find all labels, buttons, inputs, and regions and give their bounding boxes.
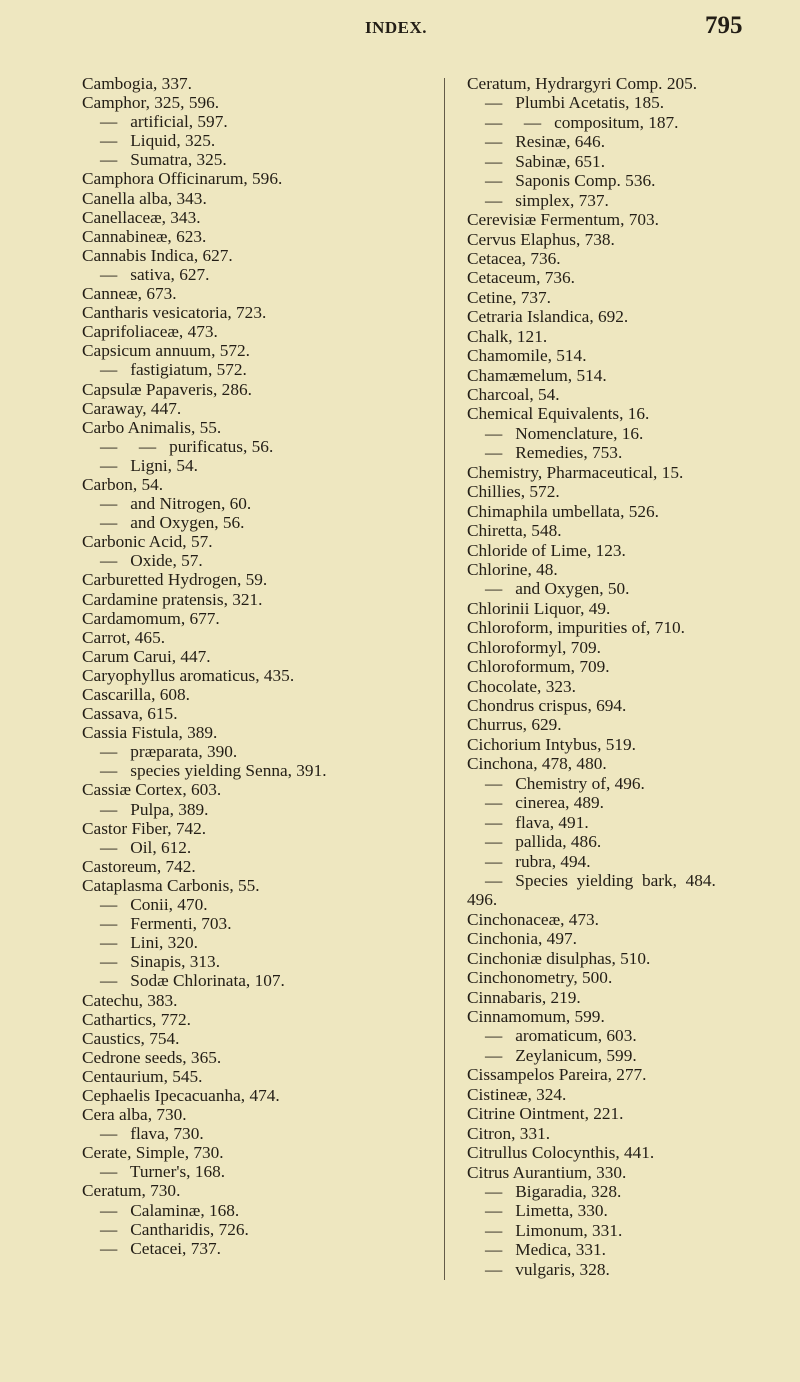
index-subentry: — Nomenclature, 16. bbox=[485, 423, 644, 443]
index-entry: Chloroform, impurities of, 710. bbox=[467, 618, 685, 638]
index-entry: Canneæ, 673. bbox=[82, 284, 177, 304]
index-entry: Chlorinii Liquor, 49. bbox=[467, 598, 611, 618]
index-entry: Caryophyllus aromaticus, 435. bbox=[82, 665, 295, 685]
index-entry: Cinchonaceæ, 473. bbox=[467, 909, 599, 929]
index-subentry: — Sodæ Chlorinata, 107. bbox=[100, 971, 285, 991]
index-entry: Cassiæ Cortex, 603. bbox=[82, 780, 222, 800]
index-subentry: — Remedies, 753. bbox=[485, 443, 623, 463]
index-entry: Chiretta, 548. bbox=[467, 521, 562, 541]
index-subentry: — Cetacei, 737. bbox=[100, 1238, 221, 1258]
index-subentry: — Turner's, 168. bbox=[100, 1162, 226, 1182]
index-entry: Cinchoniæ disulphas, 510. bbox=[467, 948, 651, 968]
index-subentry: — flava, 730. bbox=[100, 1124, 204, 1144]
index-entry: Carrot, 465. bbox=[82, 627, 166, 647]
index-entry: Cetaceum, 736. bbox=[467, 268, 575, 288]
index-subentry: — and Oxygen, 56. bbox=[100, 513, 245, 533]
index-entry: Carburetted Hydrogen, 59. bbox=[82, 570, 268, 590]
index-entry: Camphor, 325, 596. bbox=[82, 93, 220, 113]
index-entry: Cichorium Intybus, 519. bbox=[467, 734, 636, 754]
index-subentry: — præparata, 390. bbox=[100, 742, 238, 762]
index-entry: Cinchona, 478, 480. bbox=[467, 754, 607, 774]
index-entry: Cannabis Indica, 627. bbox=[82, 245, 233, 265]
index-entry: Ceratum, Hydrargyri Comp. 205. bbox=[467, 74, 698, 93]
index-entry: Canella alba, 343. bbox=[82, 188, 207, 208]
index-subentry: — Conii, 470. bbox=[100, 895, 208, 915]
index-entry: Cerevisiæ Fermentum, 703. bbox=[467, 210, 659, 230]
index-entry: Cinchonometry, 500. bbox=[467, 968, 613, 988]
index-subentry: — Limonum, 331. bbox=[485, 1220, 623, 1240]
index-entry: Cambogia, 337. bbox=[82, 74, 192, 93]
index-subentry: — fastigiatum, 572. bbox=[100, 360, 247, 380]
column-divider bbox=[444, 78, 445, 1280]
index-entry: Chalk, 121. bbox=[467, 326, 548, 346]
running-head-title: INDEX. bbox=[365, 18, 428, 37]
index-subentry: — Ligni, 54. bbox=[100, 455, 198, 475]
index-subentry: — Chemistry of, 496. bbox=[485, 773, 645, 793]
index-entry: Churrus, 629. bbox=[467, 715, 562, 735]
index-subentry: — pallida, 486. bbox=[485, 832, 602, 852]
index-subentry: — flava, 491. bbox=[485, 812, 589, 832]
index-entry: Catechu, 383. bbox=[82, 990, 178, 1010]
index-subentry: — Zeylanicum, 599. bbox=[485, 1045, 637, 1065]
index-subentry: — Limetta, 330. bbox=[485, 1201, 608, 1221]
index-entry: Chloride of Lime, 123. bbox=[467, 540, 626, 560]
index-subentry: — Sinapis, 313. bbox=[100, 952, 221, 972]
index-subentry: — Cantharidis, 726. bbox=[100, 1219, 249, 1239]
index-entry: Cantharis vesicatoria, 723. bbox=[82, 303, 267, 323]
index-entry: Cetraria Islandica, 692. bbox=[467, 307, 629, 327]
index-entry: Castoreum, 742. bbox=[82, 856, 196, 876]
index-subentry: — Liquid, 325. bbox=[100, 131, 216, 151]
index-entry: Canellaceæ, 343. bbox=[82, 207, 201, 227]
index-subentry: — Saponis Comp. 536. bbox=[485, 171, 656, 191]
index-subentry: — and Nitrogen, 60. bbox=[100, 494, 252, 514]
index-entry: Cera alba, 730. bbox=[82, 1105, 187, 1125]
index-entry: Chocolate, 323. bbox=[467, 676, 576, 696]
index-entry: Chemistry, Pharmaceutical, 15. bbox=[467, 462, 684, 482]
index-subentry: — vulgaris, 328. bbox=[485, 1259, 610, 1279]
index-entry: Carum Carui, 447. bbox=[82, 646, 211, 666]
index-entry: Chimaphila umbellata, 526. bbox=[467, 501, 659, 521]
index-subentry: — Oil, 612. bbox=[100, 837, 192, 857]
index-entry: Chamomile, 514. bbox=[467, 346, 587, 366]
index-subentry: — Calaminæ, 168. bbox=[100, 1200, 240, 1220]
index-subentry: — Resinæ, 646. bbox=[485, 132, 606, 152]
index-entry: Caraway, 447. bbox=[82, 398, 182, 418]
index-entry: Cerate, Simple, 730. bbox=[82, 1143, 224, 1163]
index-column-right bbox=[467, 74, 797, 1279]
index-entry: Cedrone seeds, 365. bbox=[82, 1047, 222, 1067]
index-entry: Capsulæ Papaveris, 286. bbox=[82, 379, 252, 399]
index-column-left bbox=[82, 74, 432, 1258]
index-entry: Cinnabaris, 219. bbox=[467, 987, 581, 1007]
index-entry: Citron, 331. bbox=[467, 1123, 551, 1143]
index-entry: Cascarilla, 608. bbox=[82, 685, 190, 704]
index-subentry: — Sumatra, 325. bbox=[100, 150, 227, 170]
index-entry: Cassia Fistula, 389. bbox=[82, 723, 218, 743]
index-entry: Charcoal, 54. bbox=[467, 385, 560, 404]
index-entry: Chloroformyl, 709. bbox=[467, 637, 601, 657]
index-entry: Camphora Officinarum, 596. bbox=[82, 169, 283, 189]
index-entry: 496. bbox=[467, 890, 498, 910]
index-entry: Cistineæ, 324. bbox=[467, 1084, 567, 1104]
index-entry: Carbon, 54. bbox=[82, 474, 164, 494]
index-entry: Chemical Equivalents, 16. bbox=[467, 404, 650, 424]
index-subentry: — cinerea, 489. bbox=[485, 793, 605, 813]
index-entry: Carbo Animalis, 55. bbox=[82, 417, 222, 437]
index-entry: Caustics, 754. bbox=[82, 1028, 180, 1048]
index-subentry: — Bigaradia, 328. bbox=[485, 1181, 622, 1201]
index-subentry: — rubra, 494. bbox=[485, 851, 591, 871]
index-subentry: — Lini, 320. bbox=[100, 933, 198, 953]
index-entry: Ceratum, 730. bbox=[82, 1181, 181, 1201]
index-entry: Citrine Ointment, 221. bbox=[467, 1104, 624, 1124]
index-entry: Cinnamomum, 599. bbox=[467, 1007, 605, 1026]
index-entry: Cardamomum, 677. bbox=[82, 608, 220, 628]
index-subentry: — Medica, 331. bbox=[485, 1240, 606, 1260]
index-entry: Cinchonia, 497. bbox=[467, 929, 577, 949]
index-subentry: — artificial, 597. bbox=[100, 112, 228, 132]
index-entry: Capsicum annuum, 572. bbox=[82, 341, 250, 361]
index-entry: Cissampelos Pareira, 277. bbox=[467, 1065, 647, 1085]
index-subentry: — species yielding Senna, 391. bbox=[100, 761, 327, 781]
index-entry: Centaurium, 545. bbox=[82, 1066, 203, 1086]
index-subentry: — Plumbi Acetatis, 185. bbox=[485, 93, 665, 113]
index-entry: Citrus Aurantium, 330. bbox=[467, 1162, 627, 1182]
index-entry: Chondrus crispus, 694. bbox=[467, 696, 627, 715]
index-entry: Cannabineæ, 623. bbox=[82, 226, 207, 246]
index-subentry: — and Oxygen, 50. bbox=[485, 579, 630, 599]
index-entry: Cetacea, 736. bbox=[467, 248, 561, 268]
index-entry: Cephaelis Ipecacuanha, 474. bbox=[82, 1085, 280, 1105]
index-entry: Castor Fiber, 742. bbox=[82, 818, 207, 838]
index-subentry: — simplex, 737. bbox=[485, 190, 609, 210]
index-subentry: — Species yielding bark, 484. bbox=[485, 870, 716, 890]
index-subentry: — Oxide, 57. bbox=[100, 551, 203, 571]
page-number: 795 bbox=[705, 12, 743, 39]
index-subentry: — — purificatus, 56. bbox=[100, 436, 274, 456]
index-subentry: — Sabinæ, 651. bbox=[485, 151, 606, 171]
index-entry: Cassava, 615. bbox=[82, 704, 178, 724]
index-entry: Caprifoliaceæ, 473. bbox=[82, 322, 218, 342]
index-entry: Cataplasma Carbonis, 55. bbox=[82, 875, 260, 895]
index-entry: Citrullus Colocynthis, 441. bbox=[467, 1143, 655, 1163]
index-subentry: — Pulpa, 389. bbox=[100, 799, 209, 819]
index-subentry: — Fermenti, 703. bbox=[100, 914, 232, 934]
index-subentry: — — compositum, 187. bbox=[485, 112, 679, 132]
index-entry: Chamæmelum, 514. bbox=[467, 365, 607, 385]
index-entry: Chloroformum, 709. bbox=[467, 657, 610, 677]
index-entry: Cathartics, 772. bbox=[82, 1009, 191, 1029]
index-subentry: — aromaticum, 603. bbox=[485, 1026, 637, 1046]
index-entry: Cervus Elaphus, 738. bbox=[467, 229, 615, 249]
index-entry: Cardamine pratensis, 321. bbox=[82, 589, 263, 609]
index-entry: Chillies, 572. bbox=[467, 482, 560, 502]
index-subentry: — sativa, 627. bbox=[100, 264, 210, 284]
index-entry: Cetine, 737. bbox=[467, 287, 551, 307]
index-entry: Carbonic Acid, 57. bbox=[82, 532, 213, 552]
index-entry: Chlorine, 48. bbox=[467, 559, 558, 579]
